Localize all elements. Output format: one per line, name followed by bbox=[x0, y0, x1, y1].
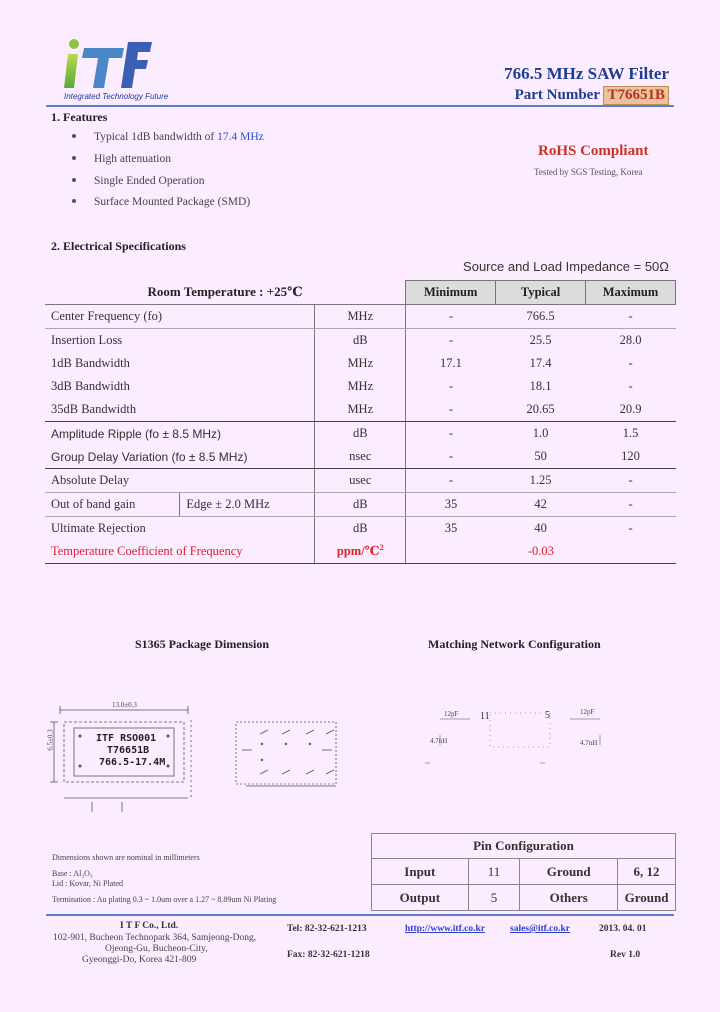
ind-right-label: 4.7nH bbox=[580, 739, 598, 747]
package-note: Base : Al₂O₃ bbox=[52, 869, 93, 878]
col-minimum: Minimum bbox=[406, 281, 496, 305]
features-heading: 1. Features bbox=[51, 110, 108, 124]
bullet-icon bbox=[72, 156, 76, 160]
dim-side: 6.5±0.3 bbox=[46, 729, 55, 751]
part-number-label: Part Number bbox=[514, 87, 600, 103]
table-row: 3dB Bandwidth MHz - 18.1 - bbox=[45, 375, 676, 398]
table-row: Out of band gain Edge ± 2.0 MHz dB 35 42 - bbox=[45, 493, 676, 517]
document-title: 766.5 MHz SAW Filter bbox=[504, 64, 669, 83]
table-row: Insertion Loss dB - 25.5 28.0 bbox=[45, 329, 676, 353]
footer-divider bbox=[46, 914, 674, 916]
header-divider bbox=[46, 105, 674, 107]
company-name: I T F Co., Ltd. bbox=[120, 921, 179, 931]
pin-out-label: 5 bbox=[545, 710, 550, 721]
feature-item: Typical 1dB bandwidth of 17.4 MHz bbox=[72, 131, 264, 143]
spec-header-row bbox=[45, 281, 676, 305]
package-drawing bbox=[46, 700, 366, 820]
part-number-value: T76651B bbox=[603, 86, 669, 105]
address-line: 102-901, Bucheon Technopark 364, Samjeong-Dong, bbox=[53, 933, 257, 943]
address-line: Ojeong-Gu, Bucheon-City, bbox=[105, 944, 208, 954]
part-number-row bbox=[515, 86, 669, 105]
marking-line-1: ITF RSO001 bbox=[96, 733, 157, 744]
col-maximum: Maximum bbox=[586, 281, 676, 305]
table-row: Temperature Coefficient of Frequency ppm/℃$^2$ -0.03 bbox=[45, 540, 676, 564]
package-note: Lid : Kovar, Ni Plated bbox=[52, 879, 123, 888]
revision: Rev 1.0 bbox=[610, 950, 641, 960]
table-row: 35dB Bandwidth MHz - 20.65 20.9 bbox=[45, 398, 676, 422]
doc-date: 2013. 04. 01 bbox=[599, 924, 647, 934]
package-note: Termination : Au plating 0.3 ~ 1.0um over a 1.27 ~ 8.89um Ni Plating bbox=[52, 895, 277, 904]
package-note: Dimensions shown are nominal in millimeters bbox=[52, 853, 200, 862]
table-row: Amplitude Ripple (fo ± 8.5 MHz) dB - 1.0 1.5 bbox=[45, 422, 676, 446]
table-row: Group Delay Variation (fo ± 8.5 MHz) nsec - 50 120 bbox=[45, 445, 676, 469]
marking-line-2: T76651B bbox=[107, 745, 150, 756]
cap-left-label: 12pF bbox=[444, 710, 459, 718]
pin-config-table bbox=[371, 833, 676, 911]
feature-item: Single Ended Operation bbox=[72, 175, 205, 187]
table-row: Center Frequency (fo) MHz - 766.5 - bbox=[45, 305, 676, 329]
pin-in-label: 11 bbox=[480, 711, 490, 722]
table-row: 1dB Bandwidth MHz 17.1 17.4 - bbox=[45, 352, 676, 375]
specs-heading: 2. Electrical Specifications bbox=[51, 239, 186, 253]
package-title: S1365 Package Dimension bbox=[135, 637, 270, 651]
feature-item: High attenuation bbox=[72, 153, 171, 165]
dim-top: 13.0±0.3 bbox=[112, 701, 137, 709]
bullet-icon bbox=[72, 178, 76, 182]
pin-config-title: Pin Configuration bbox=[372, 834, 676, 859]
logo-tagline: Integrated Technology Future bbox=[64, 92, 169, 101]
table-row: Input 11 Ground 6, 12 bbox=[372, 859, 676, 885]
email-link[interactable]: sales@itf.co.kr bbox=[510, 924, 571, 934]
col-typical: Typical bbox=[496, 281, 586, 305]
bullet-icon bbox=[72, 199, 76, 203]
impedance-note: Source and Load Impedance = 50Ω bbox=[463, 259, 669, 274]
table-row: Output 5 Others Ground bbox=[372, 885, 676, 911]
matching-title: Matching Network Configuration bbox=[428, 637, 601, 651]
room-temperature: Room Temperature : +25℃ bbox=[147, 284, 303, 300]
bullet-icon bbox=[72, 134, 76, 138]
rohs-badge: RoHS Compliant bbox=[538, 143, 649, 159]
marking-line-3: 766.5-17.4M bbox=[99, 757, 166, 768]
table-row: Absolute Delay usec - 1.25 - bbox=[45, 469, 676, 493]
ind-left-label: 4.7nH bbox=[430, 737, 448, 745]
spec-table bbox=[45, 280, 676, 564]
table-row: Ultimate Rejection dB 35 40 - bbox=[45, 517, 676, 541]
rohs-note: Tested by SGS Testing, Korea bbox=[534, 167, 643, 177]
tel: Tel: 82-32-621-1213 bbox=[287, 924, 367, 934]
website-link[interactable]: http://www.itf.co.kr bbox=[405, 924, 485, 934]
address-line: Gyeonggi-Do, Korea 421-809 bbox=[82, 955, 197, 965]
fax: Fax: 82-32-621-1218 bbox=[287, 950, 370, 960]
pin-config-header bbox=[372, 834, 676, 859]
cap-right-label: 12pF bbox=[580, 708, 595, 716]
feature-item: Surface Mounted Package (SMD) bbox=[72, 196, 250, 208]
